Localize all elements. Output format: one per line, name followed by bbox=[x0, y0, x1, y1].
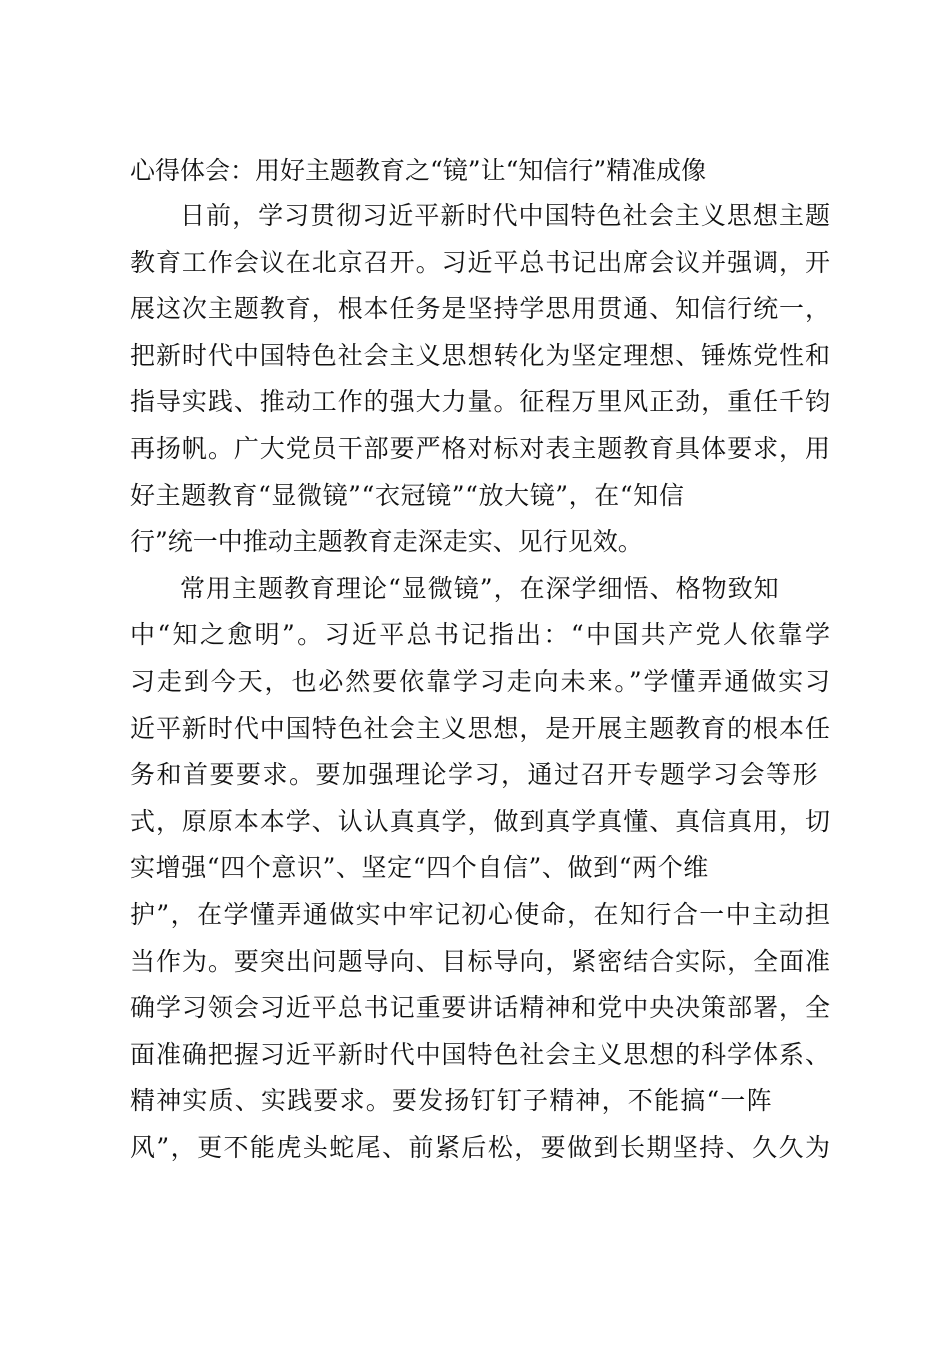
paragraph-line: 习走到今天，也必然要依靠学习走向未来。”学懂弄通做实习 bbox=[130, 666, 830, 696]
paragraph-line: 指导实践、推动工作的强大力量。征程万里风正劲，重任千钧 bbox=[130, 387, 830, 417]
paragraph-line: 护”，在学懂弄通做实中牢记初心使命，在知行合一中主动担 bbox=[130, 899, 830, 929]
paragraph-line: 确学习领会习近平总书记重要讲话精神和党中央决策部署，全 bbox=[130, 993, 830, 1023]
paragraph-line: 务和首要要求。要加强理论学习，通过召开专题学习会等形 bbox=[130, 760, 820, 790]
paragraph-line: 精神实质、实践要求。要发扬钉钉子精神，不能搞“一阵 bbox=[130, 1086, 773, 1116]
paragraph-line: 再扬帆。广大党员干部要严格对标对表主题教育具体要求，用 bbox=[130, 433, 830, 463]
paragraph-1 bbox=[130, 193, 830, 566]
paragraph-line: 中“知之愈明”。习近平总书记指出：“中国共产党人依靠学 bbox=[130, 620, 830, 650]
paragraph-line: 近平新时代中国特色社会主义思想，是开展主题教育的根本任 bbox=[130, 713, 830, 743]
paragraph-line: 实增强“四个意识”、坚定“四个自信”、做到“两个维 bbox=[130, 853, 709, 883]
paragraph-line: 常用主题教育理论“显微镜”，在深学细悟、格物致知 bbox=[180, 573, 780, 603]
document-title: 心得体会：用好主题教育之“镜”让“知信行”精准成像 bbox=[130, 156, 707, 185]
paragraph-line: 把新时代中国特色社会主义思想转化为坚定理想、锤炼党性和 bbox=[130, 340, 830, 370]
paragraph-line: 式，原原本本学、认认真真学，做到真学真懂、真信真用，切 bbox=[130, 806, 830, 836]
paragraph-line: 当作为。要突出问题导向、目标导向，紧密结合实际，全面准 bbox=[130, 946, 830, 976]
paragraph-2 bbox=[130, 566, 830, 1172]
paragraph-line: 行”统一中推动主题教育走深走实、见行见效。 bbox=[130, 527, 643, 557]
paragraph-line: 日前，学习贯彻习近平新时代中国特色社会主义思想主题 bbox=[180, 201, 830, 230]
paragraph-line: 好主题教育“显微镜”“衣冠镜”“放大镜”，在“知信 bbox=[130, 480, 685, 510]
document-body bbox=[130, 149, 830, 1171]
paragraph-line: 风”，更不能虎头蛇尾、前紧后松，要做到长期坚持、久久为 bbox=[130, 1132, 830, 1162]
paragraph-line: 展这次主题教育，根本任务是坚持学思用贯通、知信行统一， bbox=[130, 294, 830, 324]
paragraph-line: 教育工作会议在北京召开。习近平总书记出席会议并强调，开 bbox=[130, 247, 830, 277]
paragraph-line: 面准确把握习近平新时代中国特色社会主义思想的科学体系、 bbox=[130, 1039, 830, 1069]
